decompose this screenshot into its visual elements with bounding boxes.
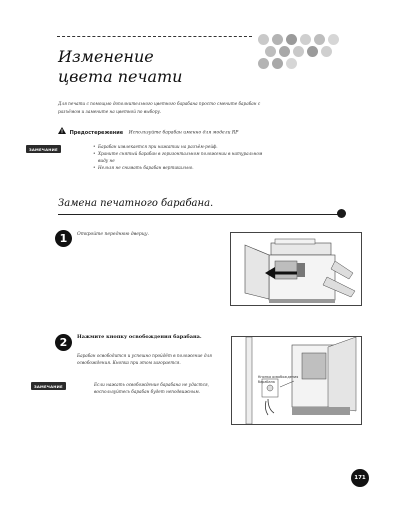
warning-icon bbox=[58, 127, 66, 137]
decorative-dot bbox=[258, 58, 269, 69]
decorative-dot bbox=[307, 46, 318, 57]
decorative-dot bbox=[265, 46, 276, 57]
page-number: 171 bbox=[351, 469, 369, 487]
section-rule bbox=[58, 214, 341, 215]
decorative-dot bbox=[300, 34, 311, 45]
step-2-heading: Нажмите кнопку освобождения барабана. bbox=[77, 334, 202, 340]
header-decorative-dots bbox=[258, 34, 348, 70]
decorative-dot bbox=[286, 34, 297, 45]
header-dashed-rule bbox=[57, 36, 252, 37]
page-title-line1: Изменение bbox=[58, 47, 154, 66]
note-badge: ЗАМЕЧАНИЕ bbox=[26, 145, 61, 153]
notes-list bbox=[93, 143, 268, 171]
step-2-number: 2 bbox=[55, 334, 72, 351]
decorative-dot bbox=[272, 58, 283, 69]
intro-paragraph: Для печати с помощью дополнительного цветного барабана просто смените барабан с разъёмом и замените на цветной по выбору. bbox=[58, 101, 261, 114]
decorative-dot bbox=[272, 34, 283, 45]
decorative-dot bbox=[258, 34, 269, 45]
list-item: • Храните снятый барабан в горизонтальном положении в натуральном виду не bbox=[93, 150, 268, 164]
section-title: Замена печатного барабана. bbox=[58, 198, 214, 209]
list-item: • Нельзя не снимать барабан вертикально. bbox=[93, 164, 268, 171]
list-item: • Барабан извлекается при нажатии на разъём-рейф. bbox=[93, 143, 268, 150]
decorative-dot bbox=[321, 46, 332, 57]
decorative-dot bbox=[314, 34, 325, 45]
caution-label: Предостережение bbox=[69, 129, 124, 136]
caution-row bbox=[58, 127, 238, 138]
section-dot bbox=[337, 209, 346, 218]
printer-illustration-open-door bbox=[230, 232, 362, 306]
page-title bbox=[58, 47, 182, 87]
step-1-number: 1 bbox=[55, 230, 72, 247]
page-title-line2: цвета печати bbox=[58, 67, 183, 86]
step-2-text: Барабан освободится и успешно пройдёт в положение для освобождения. Кнопка при этом загорается. bbox=[77, 353, 212, 365]
decorative-dot bbox=[286, 58, 297, 69]
decorative-dot bbox=[293, 46, 304, 57]
decorative-dot bbox=[279, 46, 290, 57]
step-2-note: Если нажать освобождение барабана не удастся, воспользуйтесь барабан будет неподвижным. bbox=[94, 382, 210, 394]
decorative-dot bbox=[328, 34, 339, 45]
note-badge: ЗАМЕЧАНИЕ bbox=[31, 382, 66, 390]
caution-text: Используйте барабан именно для модели RP bbox=[128, 130, 239, 136]
drum-release-button-callout: Кнопка освобождения барабана bbox=[258, 375, 299, 384]
step-1-text: Откройте переднюю дверцу. bbox=[77, 232, 149, 237]
